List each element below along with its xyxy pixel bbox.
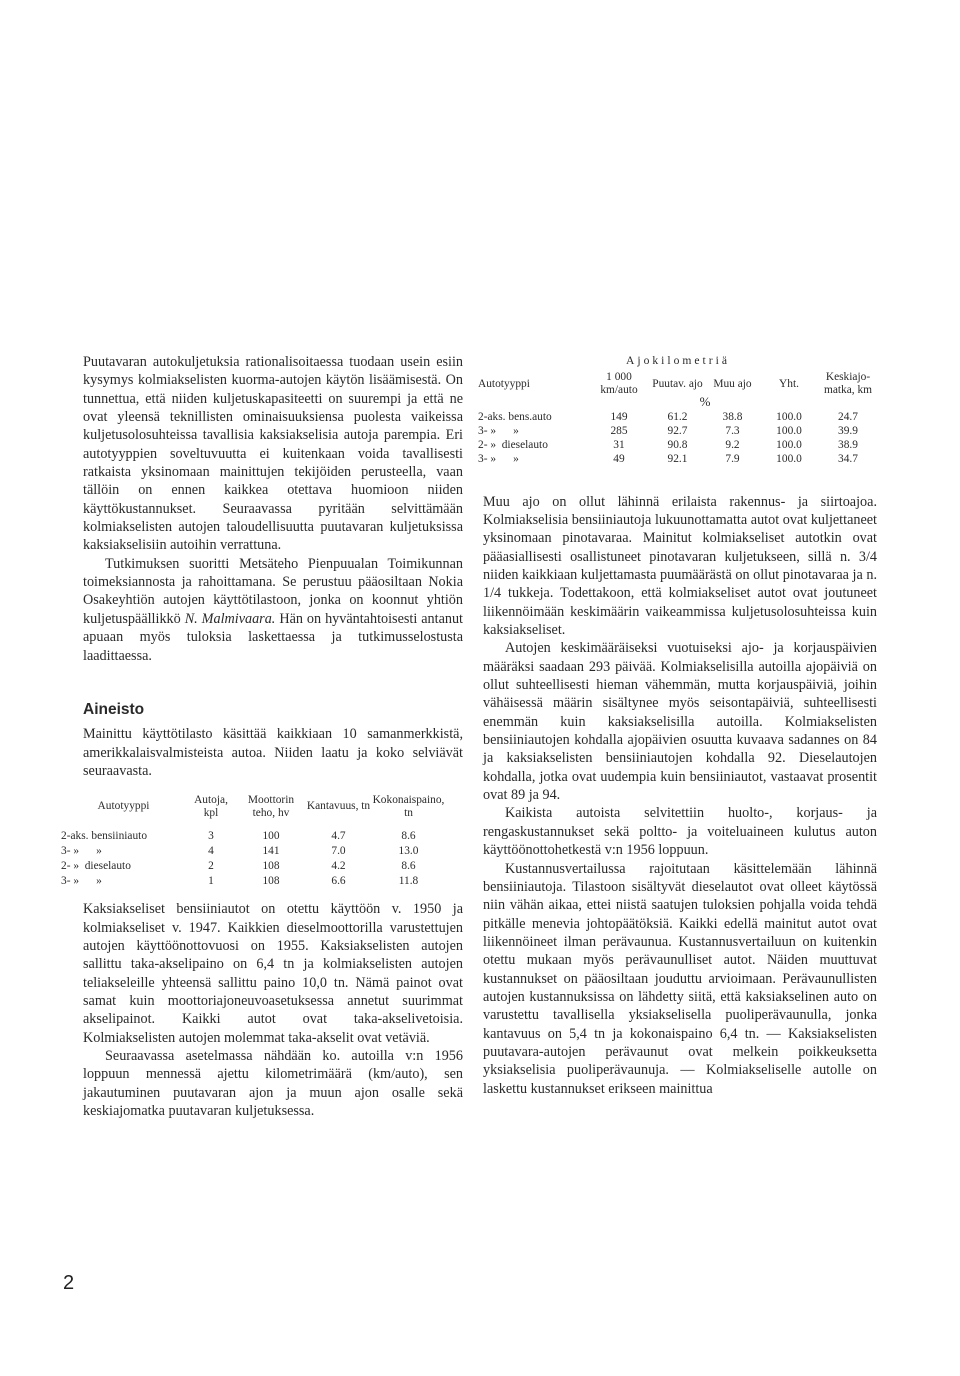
table-title-row	[478, 355, 878, 371]
table-cell: 49	[613, 453, 625, 466]
table-cell: 100.0	[776, 439, 802, 452]
paragraph: Seuraavassa asetelmassa nähdään ko. autoilla v:n 1956 loppuun mennessä ajettu kilometrimäärä (km/auto), sen jakautuminen puutavaran ajon ja muun ajon osalle sekä keskiajomatka puutavaran kuljetuksessa.	[83, 1047, 463, 1119]
table-cell: 4	[208, 845, 214, 858]
table-cell: 4.2	[331, 859, 346, 872]
table-cell: 2- » dieselauto	[61, 859, 131, 872]
paragraph: Kaikista autoista selvitettiin huolto-, korjaus- ja rengaskustannukset sekä poltto- ja voiteluaineen kulutus auton käyttöönottohetkestä v:n 1956 loppuun.	[483, 805, 877, 859]
table-cell: 92.1	[667, 453, 688, 466]
table-header: Autoja, kpl	[194, 794, 228, 819]
table-cell: 1	[208, 874, 214, 887]
page-number: 2	[63, 1272, 75, 1294]
table-header: Kantavuus, tn	[306, 800, 371, 813]
table-cell: 285	[610, 425, 628, 438]
table-header: Moottorin teho, hv	[247, 794, 295, 819]
paragraph: Muu ajo on ollut lähinnä erilaista rakennus- ja siirtoajoa. Kolmiakselisia bensiiniautoja lukuunottamatta autot ovat kuljettaneet yksinomaan pinotavaraa. Mainitut kolmiakseliset autotkin ovat pääasiallisesti osallistuneet pinotavaran kuljetukseen, sillä n. 3/4 niiden kaikkiaan kuljettamasta puumäärästä on ollut pinotavaraa ja n. 1/4 tukkeja. Todettakoon, että kolmiakseliset autot ovat joutuneet liikennöimään keskimäärin vaikeammissa kuljetusolosuhteissa kuin kaksiakseliset.	[483, 493, 877, 639]
table-cell: 100.0	[776, 411, 802, 424]
table-header: Kokonaispaino, tn	[372, 794, 445, 819]
table-cell: 4.7	[331, 830, 346, 843]
table-cell: 3- » »	[478, 425, 519, 438]
table-cell: 3- » »	[61, 874, 102, 887]
table-header: Muu ajo	[713, 377, 752, 390]
table-cell: 9.2	[725, 439, 740, 452]
table-row	[61, 873, 446, 888]
table-cell: 3	[208, 830, 214, 843]
paragraph: Kaksiakseliset bensiiniautot on otettu käyttöön v. 1950 ja kolmiakseliset v. 1947. Kaikkien dieselmoottorilla varustettujen autojen käyttöönottovuosi on 1955. Kaksiakselisten autojen sallittu taka-akselipaino on 6,4 tn ja kolmiakselisten autojen teliakseleille yhteensä sallittu paino 10,0 tn. Nämä painot ovat samat kuin moottoriajoneuvoasetuksessa annetut suurimmat akselipainot. Kaikki autot ovat taka-akselivetoisia. Kolmiakselisten autojen molemmat taka-akselit ovat vetäviä.	[83, 901, 463, 1046]
table-cell: 2	[208, 859, 214, 872]
table-cell: 39.9	[838, 425, 858, 438]
table-row	[478, 453, 878, 467]
paragraph: Autojen keskimääräiseksi vuotuiseksi ajo- ja korjauspäivien määräksi saadaan 293 päivää. Kolmiakselisilla autoilla ajopäiviä on ollut suhteellisesti hieman vähemmän, mutta korjauspäiviä, joihin vähäisessä määrin sisältynee myös seisontapäiviä, suhteellisesti enemmän kuin kaksiakselisilla autoilla. Kolmiakselisten bensiiniautojen kohdalla ajopäivien osuutta kuvaava sadannes on 84 ja kaksiakselisten bensiiniautojen kohdalla 92. Dieselautojen kohdalla, jotka ovat uudempia kuin bensiiniautot, vastaavat prosentit ovat 89 ja 94.	[483, 640, 877, 804]
paragraph: Kustannusvertailussa rajoitutaan käsittelemään lähinnä bensiiniautoja. Tilastoon sisältyvät dieselautot ovat olleet käytössä niin vähän aikaa, ettei niistä saatujen tuloksien pohjalla voida tehdä pitkälle menevia johtopäätöksiä. Kaikki edellä mainitut autot ovat liikennöineet ilman perävaunua. Kustannusvertailuun on kuitenkin otettu mukaan myös perävaunulliset autot. Näiden muuttuvat kustannukset on pääosiltaan jouduttu arvioimaan. Perävaunullisten autojen kustannuksissa on lähdetty siitä, että kaksiakselinen auto on varustettu tavallisella yksiakselisella puoliperävaunulla, jonka kantavuus on 5,4 tn ja kokonaispaino 6,4 tn. — Kaksiakselisten puutavara-autojen perävaunut ovat melkein poikkeuksetta yksiakselisia puoliperävaunuja. — Kolmiakseliselle autolle on laskettu kustannukset erikseen mainittua	[483, 860, 877, 1097]
table-header: Autotyyppi	[478, 377, 530, 390]
table-cell: 13.0	[398, 845, 419, 858]
table-cell: 3- » »	[61, 845, 102, 858]
table-cell: 100	[262, 830, 280, 843]
table-cell: 2-aks. bensiiniauto	[61, 830, 148, 843]
table-cell: 3- » »	[478, 453, 519, 466]
table-cell: 7.9	[725, 453, 740, 466]
table-cell: 24.7	[838, 411, 858, 424]
table-unit-row	[478, 396, 878, 410]
table-header: Yht.	[779, 377, 799, 390]
table-cell: 11.8	[398, 874, 419, 887]
mileage-table	[478, 355, 878, 467]
table-cell: 100.0	[776, 425, 802, 438]
paragraph-text: Hän on hyväntahtoisesti antanut apuaan myös tuloksia laskettaessa ja tutkimusselostusta laadittaessa.	[83, 610, 463, 664]
table-cell: 7.3	[725, 425, 740, 438]
table-cell: 8.6	[401, 830, 416, 843]
table-header-row	[478, 371, 878, 396]
table-cell: 38.9	[838, 439, 858, 452]
percent-sign: %	[699, 394, 711, 410]
table-cell: 2-aks. bens.auto	[478, 411, 552, 424]
author-name: N. Malmivaara.	[184, 610, 276, 627]
table-header: Autotyyppi	[97, 800, 150, 813]
table-cell: 31	[613, 439, 625, 452]
table-cell: 61.2	[667, 411, 688, 424]
table-cell: 90.8	[667, 439, 688, 452]
table-row	[61, 859, 446, 874]
table-cell: 92.7	[667, 425, 688, 438]
paragraph: Puutavaran autokuljetuksia rationalisoitaessa tuodaan usein esiin kysymys kolmiakselisten kuorma-autojen käytön lisäämisestä. On tunnettua, että niiden kuljetuskapasiteetti on suurempi ja että ne ovat yleensä teknillisten ominaisuuksiensa puolesta vaikeissa kuljetusolosuhteissa tavallisia kaksiakselisia autoja parempia. Eri autotyyppien soveltuvuutta ei kuitenkaan voida tavallisesti ratkaista yksinomaan mainittujen tekijöiden perusteella, vaan tällöin on ennen kaikkea otettava huomioon niiden käyttökustannukset. Seuraavassa pyritään selvittämään kolmiakselisten autojen taloudellisuutta puutavaran kuljetuksissa kaksiakselisiin autoihin verrattuna.	[83, 354, 463, 554]
left-column	[61, 353, 463, 1120]
paragraph	[83, 555, 463, 665]
section-heading: Aineisto	[83, 700, 145, 718]
table-row	[478, 425, 878, 439]
table-cell: 141	[262, 845, 280, 858]
table-cell: 6.6	[331, 874, 346, 887]
table-cell: 34.7	[838, 453, 858, 466]
table-header: Puutav. ajo	[652, 377, 703, 390]
paragraph: Mainittu käyttötilasto käsittää kaikkiaan 10 samanmerkkistä, amerikkalaisvalmisteista autoa. Niiden laatu ja koko selviävät seuraavasta.	[83, 726, 463, 779]
table-row	[61, 829, 446, 844]
table-cell: 100.0	[776, 453, 802, 466]
vehicle-table	[61, 794, 446, 888]
table-cell: 149	[610, 411, 628, 424]
table-header: Keskiajo-matka, km	[823, 371, 873, 396]
table-cell: 7.0	[331, 845, 346, 858]
table-cell: 8.6	[401, 859, 416, 872]
table-row	[478, 439, 878, 453]
table-header: 1 000 km/auto	[600, 371, 638, 396]
table-row	[61, 844, 446, 859]
table-title: Ajokilometriä	[625, 354, 731, 367]
table-cell: 108	[262, 859, 280, 872]
table-header-row	[61, 794, 446, 829]
table-row	[478, 411, 878, 425]
table-cell: 2- » dieselauto	[478, 439, 548, 452]
paragraph-text: Tutkimuksen suoritti Metsäteho Pienpuualan Toimikunnan toimeksiannosta ja rahoittamana. Se perustuu pääosiltaan Nokia Osakeyhtiön autojen käyttötilastoon, jonka on koonnut yhtiön kuljetuspäällikkö	[83, 555, 463, 627]
table-cell: 108	[262, 874, 280, 887]
right-column	[478, 354, 877, 1098]
table-cell: 38.8	[722, 411, 743, 424]
